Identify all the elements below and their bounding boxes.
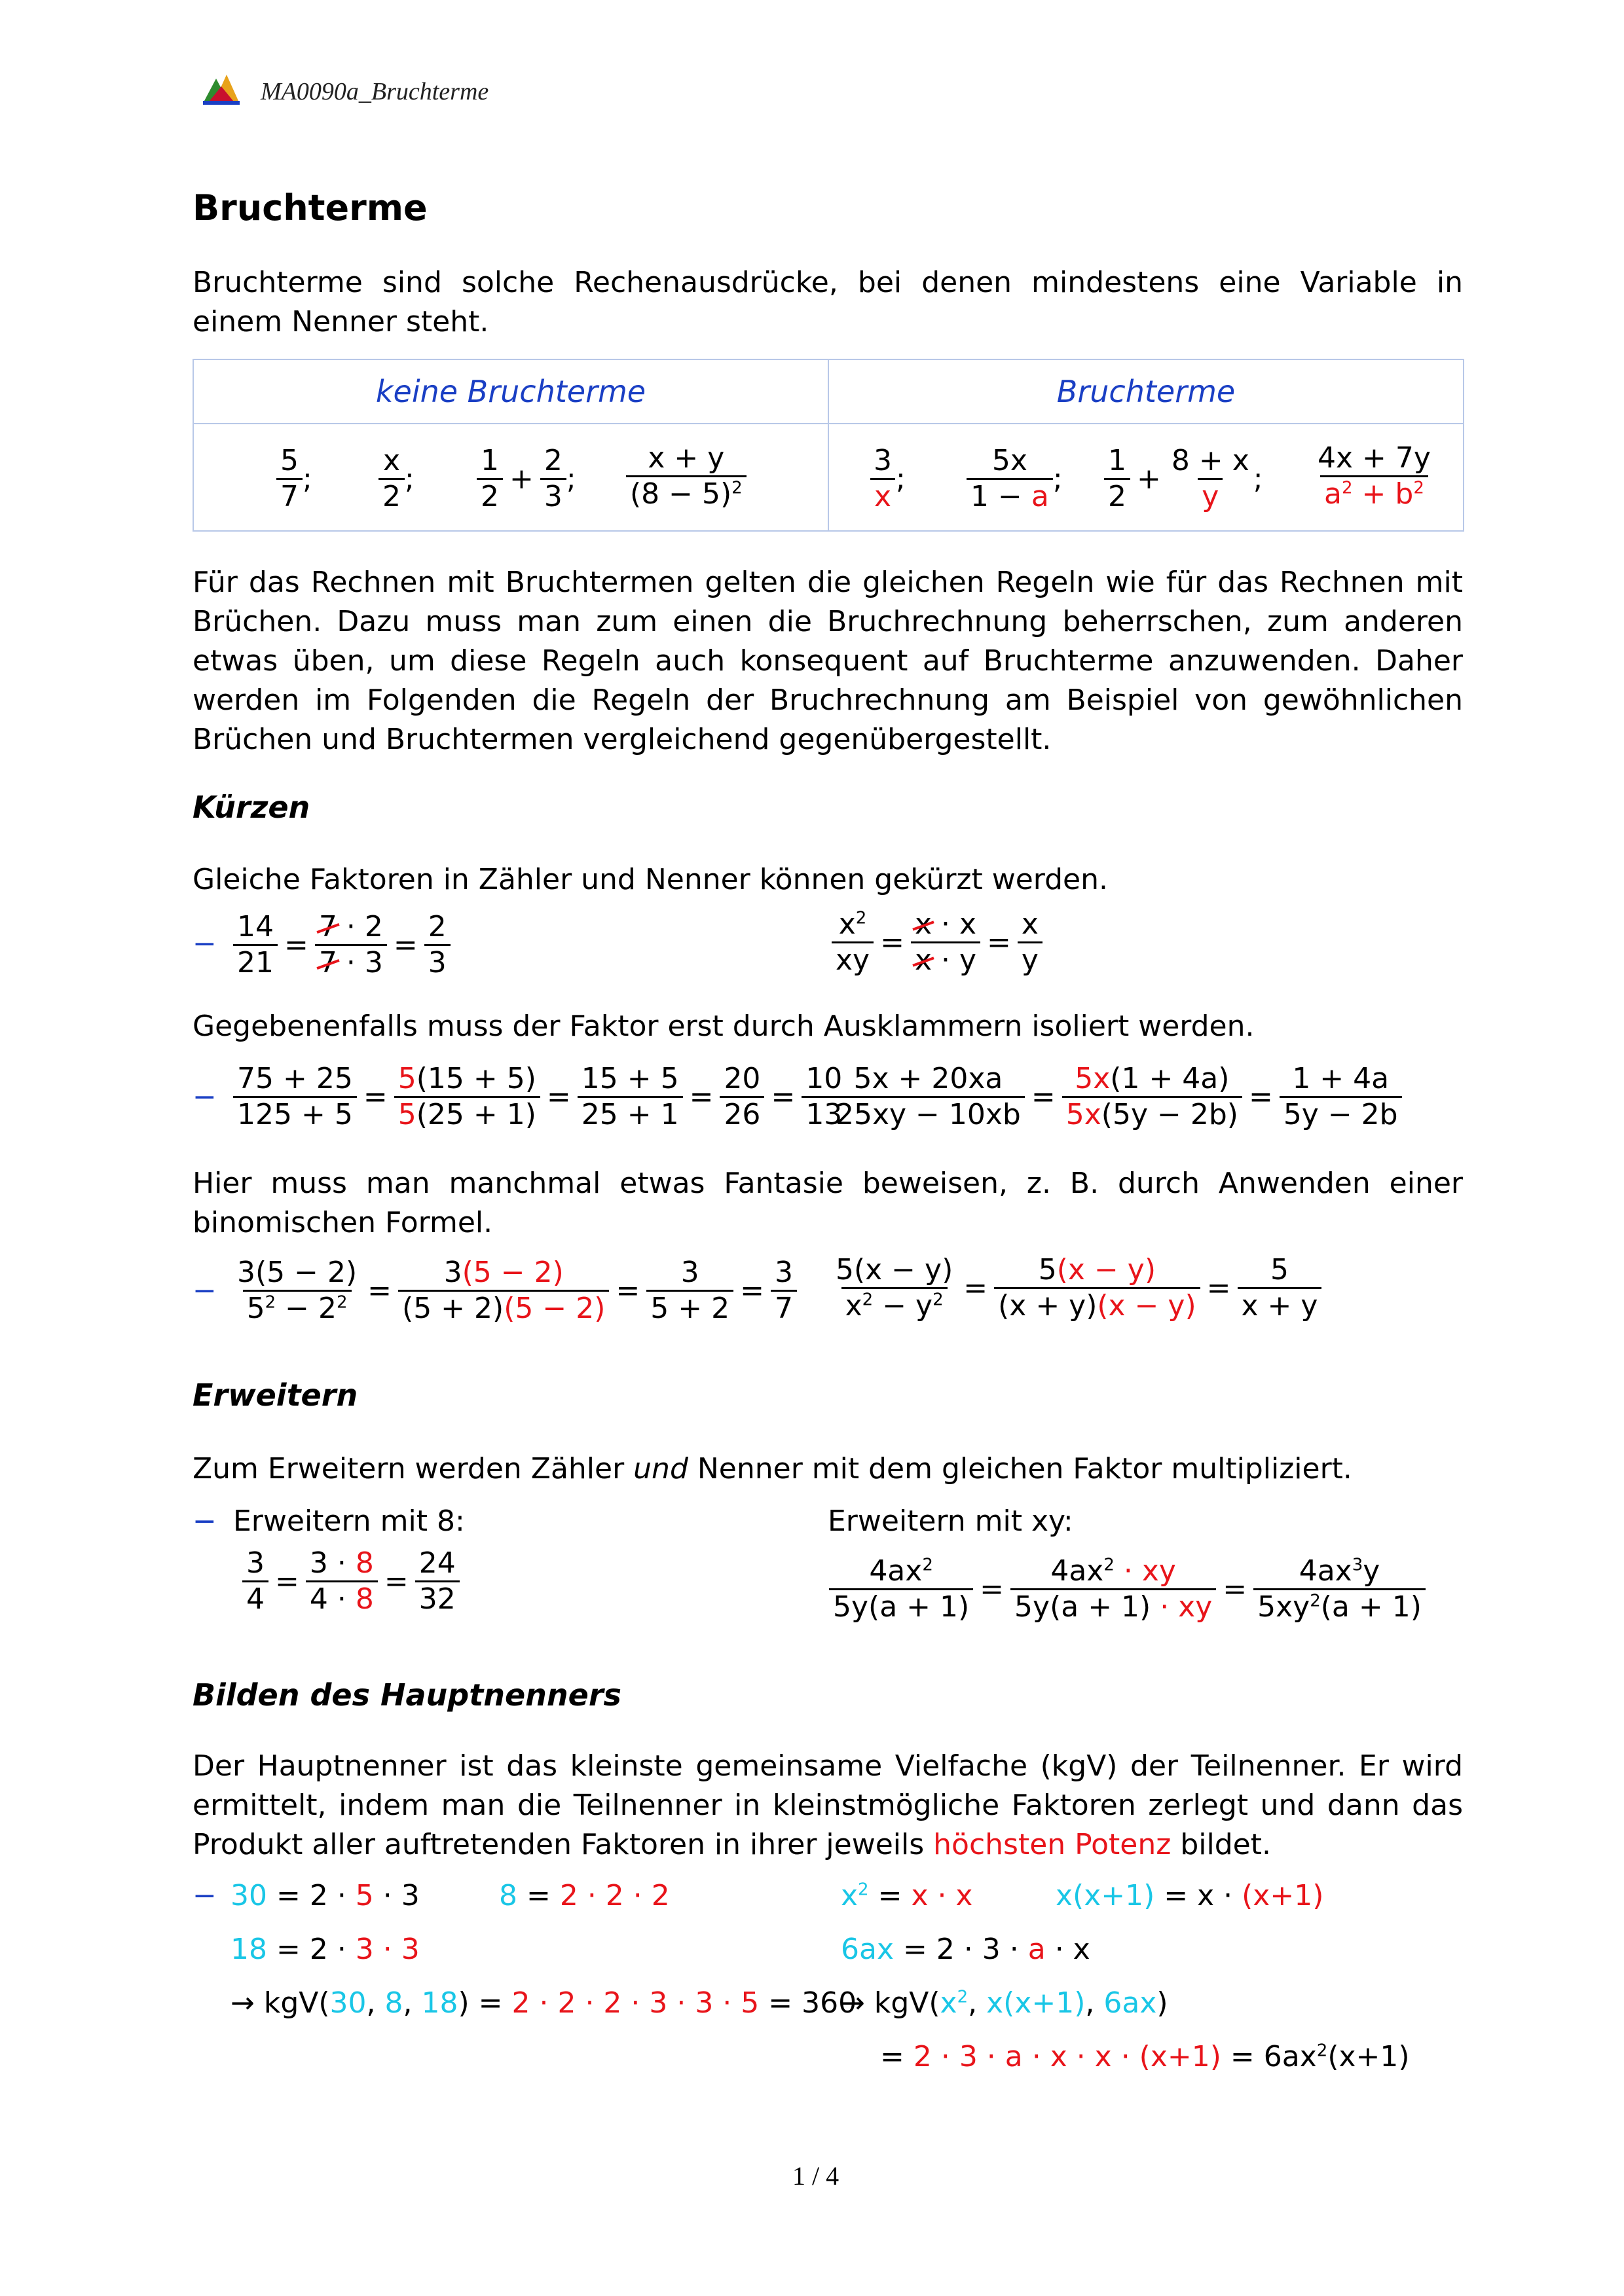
logo-icon — [202, 69, 241, 109]
factorization-x2: $x^2 = x \cdot x$ — [841, 1879, 973, 1912]
erweitern-example-2: $\frac{4ax^2}{5y(a + 1)}$ = $\frac{4ax^2 \cdot xy}{5y(a + 1) \cdot xy}$ = $\frac{4ax^3y}{5xy^2(a + 1)}$ — [829, 1554, 1426, 1624]
heading-erweitern: Erweitern — [193, 1377, 358, 1413]
kuerzen-text-1: Gleiche Faktoren in Zähler und Nenner können gekürzt werden. — [193, 863, 1108, 896]
kuerzen-example-5: $\frac{3(5 - 2)}{5^2 - 2^2}$ = $\frac{3(5 - 2)}{(5 + 2)(5 - 2)}$ = $\frac{3}{5 + 2}$ = $\frac{3}{7}$ — [233, 1256, 797, 1326]
factorization-18: 18 = 2 · 3 · 3 — [231, 1933, 420, 1966]
kuerzen-example-1: $\frac{14}{21}$ = $\frac{7 \cdot 2}{7 \cdot 3}$ = $\frac{2}{3}$ — [233, 910, 451, 980]
erweitern-example-1: $\frac{3}{4}$ = $\frac{3 \cdot 8}{4 \cdot 8}$ = $\frac{24}{32}$ — [242, 1546, 460, 1616]
heading-hauptnenner: Bilden des Hauptnenners — [193, 1677, 621, 1713]
kuerzen-example-6: $\frac{5(x - y)}{x^2 - y^2}$ = $\frac{5(x - y)}{(x + y)(x - y)}$ = $\frac{5}{x + y}$ — [832, 1253, 1321, 1323]
kuerzen-example-3: $\frac{75 + 25}{125 + 5}$ = $\frac{5(15 + 5)}{5(25 + 1)}$ = $\frac{15 + 5}{25 + 1}$ = $\frac{20}{26}$ = $\frac{10}{13}$ — [233, 1062, 846, 1132]
col-header-right: Bruchterme — [828, 359, 1464, 424]
erweitern-label-left: Erweitern mit 8: — [233, 1504, 465, 1538]
kuerzen-example-4: $\frac{5x + 20xa}{25xy - 10xb}$ = $\frac{5x(1 + 4a)}{5x(5y - 2b)}$ = $\frac{1 + 4a}{5y - 2b}$ — [832, 1062, 1402, 1132]
erweitern-text: Zum Erweitern werden Zähler und Nenner mit dem gleichen Faktor multipliziert. — [193, 1452, 1352, 1485]
non-fraction-term-examples: $\frac{5}{7}$ ; $\frac{x}{2}$ ; $\frac{1}{2}$ + $\frac{2}{3}$ ; $\frac{x + y}{(8 - 5)^2}$ — [193, 424, 828, 531]
fraction-term-examples: $\frac{3}{x}$ ; $\frac{5x}{1 - a}$ ; $\frac{1}{2}$ + $\frac{8 + x}{y}$ ; $\frac{4x + 7y}{a^2 + b^2}$ — [828, 424, 1464, 531]
factorization-x-x1: x(x+1) = x · (x+1) — [1056, 1879, 1324, 1912]
factorization-8: 8 = 2 · 2 · 2 — [499, 1879, 670, 1912]
document-id: MA0090a_Bruchterme — [261, 78, 489, 105]
intro-paragraph: Bruchterme sind solche Rechenausdrücke, bei denen mindestens eine Variable in einem Nenner steht. — [193, 266, 1463, 338]
rules-paragraph: Für das Rechnen mit Bruchtermen gelten die gleichen Regeln wie für das Rechnen mit Brüchen. Dazu muss man zum einen die Bruchrechnung beherrschen, zum anderen etwas üben, um diese Regeln auch konsequent auf Bruchterme anzuwenden. Daher werden im Folgenden die Regeln der Bruchrechnung am Beispiel von gewöhnlichen Brüchen und Bruchtermen vergleichend gegenübergestellt. — [193, 566, 1463, 756]
erweitern-label-right: Erweitern mit xy: — [828, 1504, 1073, 1538]
kgv-terms: → $kgV(x^2$, x(x+1), 6ax) — [841, 1986, 1168, 2020]
factorization-6ax: 6ax = 2 · 3 · a · x — [841, 1933, 1090, 1966]
page-number: 1 / 4 — [792, 2161, 840, 2191]
examples-table — [193, 359, 1464, 532]
kuerzen-example-2: $\frac{x^2}{xy}$ = $\frac{x \cdot x}{x \cdot y}$ = $\frac{x}{y}$ — [832, 907, 1043, 977]
factorization-30: 30 = 2 · 5 · 3 — [231, 1879, 420, 1912]
kuerzen-text-3: Hier muss man manchmal etwas Fantasie beweisen, z. B. durch Anwenden einer binomischen Formel. — [193, 1167, 1463, 1239]
kgv-terms-result: = $2 \cdot 3 \cdot a \cdot x \cdot x \cdot (x+1) = 6ax^2(x+1)$ — [880, 2040, 1410, 2073]
page-title: Bruchterme — [193, 187, 428, 228]
kgv-numbers: → kgV(30, 8, 18) = 2 · 2 · 2 · 3 · 3 · 5 = 360 — [231, 1986, 857, 2020]
col-header-left: keine Bruchterme — [193, 359, 828, 424]
kuerzen-text-2: Gegebenenfalls muss der Faktor erst durch Ausklammern isoliert werden. — [193, 1010, 1255, 1043]
heading-kuerzen: Kürzen — [193, 790, 310, 825]
hauptnenner-text: Der Hauptnenner ist das kleinste gemeinsame Vielfache (kgV) der Teilnenner. Er wird ermittelt, indem man die Teilnenner in kleinstmögliche Faktoren zerlegt und dann das Produkt aller auftretenden Faktoren in ihrer jeweils höchsten Potenz bildet. — [193, 1749, 1463, 1861]
